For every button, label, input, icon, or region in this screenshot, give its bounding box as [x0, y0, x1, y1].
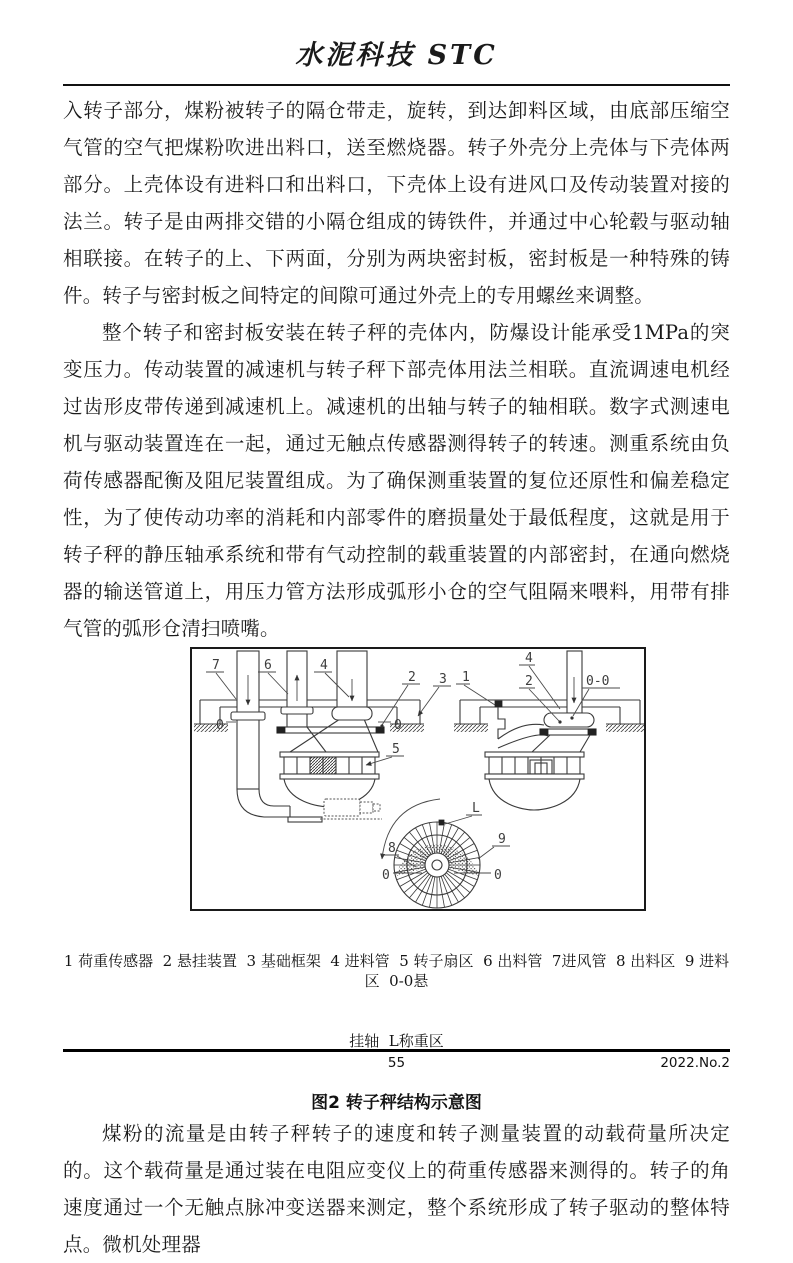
page-number: 55 [387, 1055, 406, 1071]
issue-number: 2022.No.2 [660, 1055, 730, 1071]
fig-label-0a: 0 [216, 718, 224, 733]
paragraph-1: 入转子部分，煤粉被转子的隔仓带走，旋转，到达卸料区域，由底部压缩空气管的空气把煤粉吹进出料口，送至燃烧器。转子外壳分上壳体与下壳体两部分。上壳体设有进料口和出料口，下壳体上设有进风口及传动装置对接的法兰。转子是由两排交错的小隔仓组成的铸铁件，并通过中心轮毂与驱动轴相联接。在转子的上、下两面，分别为两块密封板，密封板是一种特殊的铸件。转子与密封板之间特定的间隙可通过外壳上的专用螺丝来调整。 [63, 99, 730, 307]
fig-label-0c: 0 [382, 868, 390, 883]
header-rule [63, 84, 730, 86]
fig-label-0b: 0 [394, 718, 402, 733]
rotor-scale-schematic [192, 649, 644, 909]
rotor-top-view [382, 799, 510, 908]
figure-2 [63, 647, 730, 1115]
left-section-view [194, 651, 451, 822]
fig-label-9: 9 [498, 832, 506, 847]
fig-label-1: 1 [462, 670, 470, 685]
fig-label-5: 5 [392, 742, 400, 757]
figure-legend-line2: 挂轴 L称重区 [349, 1032, 444, 1050]
paragraph-3: 煤粉的流量是由转子秤转子的速度和转子测量装置的动载荷量所决定的。这个载荷量是通过装在电阻应变仪上的荷重传感器来测得的。转子的角速度通过一个无触点脉冲变送器来测定，整个系统形成了转子驱动的整体特点。微机处理器 [63, 1122, 730, 1256]
fig-label-2b: 2 [525, 674, 533, 689]
figure-legend-line1: 1 荷重传感器 2 悬挂装置 3 基础框架 4 进料管 5 转子扇区 6 出料管 7进风管 8 出料区 9 进料区 0-0悬 [63, 952, 730, 990]
fig-label-L: L [472, 801, 480, 816]
fig-label-4: 4 [320, 658, 328, 673]
fig-label-2: 2 [408, 670, 416, 685]
fig-label-4b: 4 [525, 651, 533, 666]
drive-motor [320, 799, 382, 819]
paragraph-2: 整个转子和密封板安装在转子秤的壳体内，防爆设计能承受1MPa的突变压力。传动装置的减速机与转子秤下部壳体用法兰相联。直流调速电机经过齿形皮带传递到减速机上。减速机的出轴与转子的轴相联。数字式测速电机与驱动装置连在一起，通过无触点传感器测得转子的转速。测重系统由负荷传感器配衡及阻尼装置组成。为了确保测重装置的复位还原性和偏差稳定性，为了使传动功率的消耗和内部零件的磨损量处于最低程度，这就是用于转子秤的静压轴承系统和带有气动控制的载重装置的内部密封，在通向燃烧器的输送管道上，用压力管方法形成弧形小仓的空气阻隔来喂料，用带有排气管的弧形仓清扫喷嘴。 [63, 321, 730, 640]
fig-label-0d: 0 [494, 868, 502, 883]
right-section-view [454, 651, 644, 810]
figure-caption: 图2 转子秤结构示意图 [311, 1093, 482, 1113]
load-sensor-block [495, 701, 502, 707]
fig-label-3: 3 [439, 672, 447, 687]
page-footer [63, 1049, 730, 1074]
fig-label-6: 6 [264, 658, 272, 673]
fig-label-00: 0-0 [586, 674, 610, 689]
weighing-point-marker [439, 820, 444, 825]
fig-label-8: 8 [388, 841, 396, 856]
page-body [63, 92, 730, 1263]
fig-label-7: 7 [212, 658, 220, 673]
figure2-drawing [190, 647, 646, 911]
journal-title: 水泥科技 STC [295, 40, 498, 71]
